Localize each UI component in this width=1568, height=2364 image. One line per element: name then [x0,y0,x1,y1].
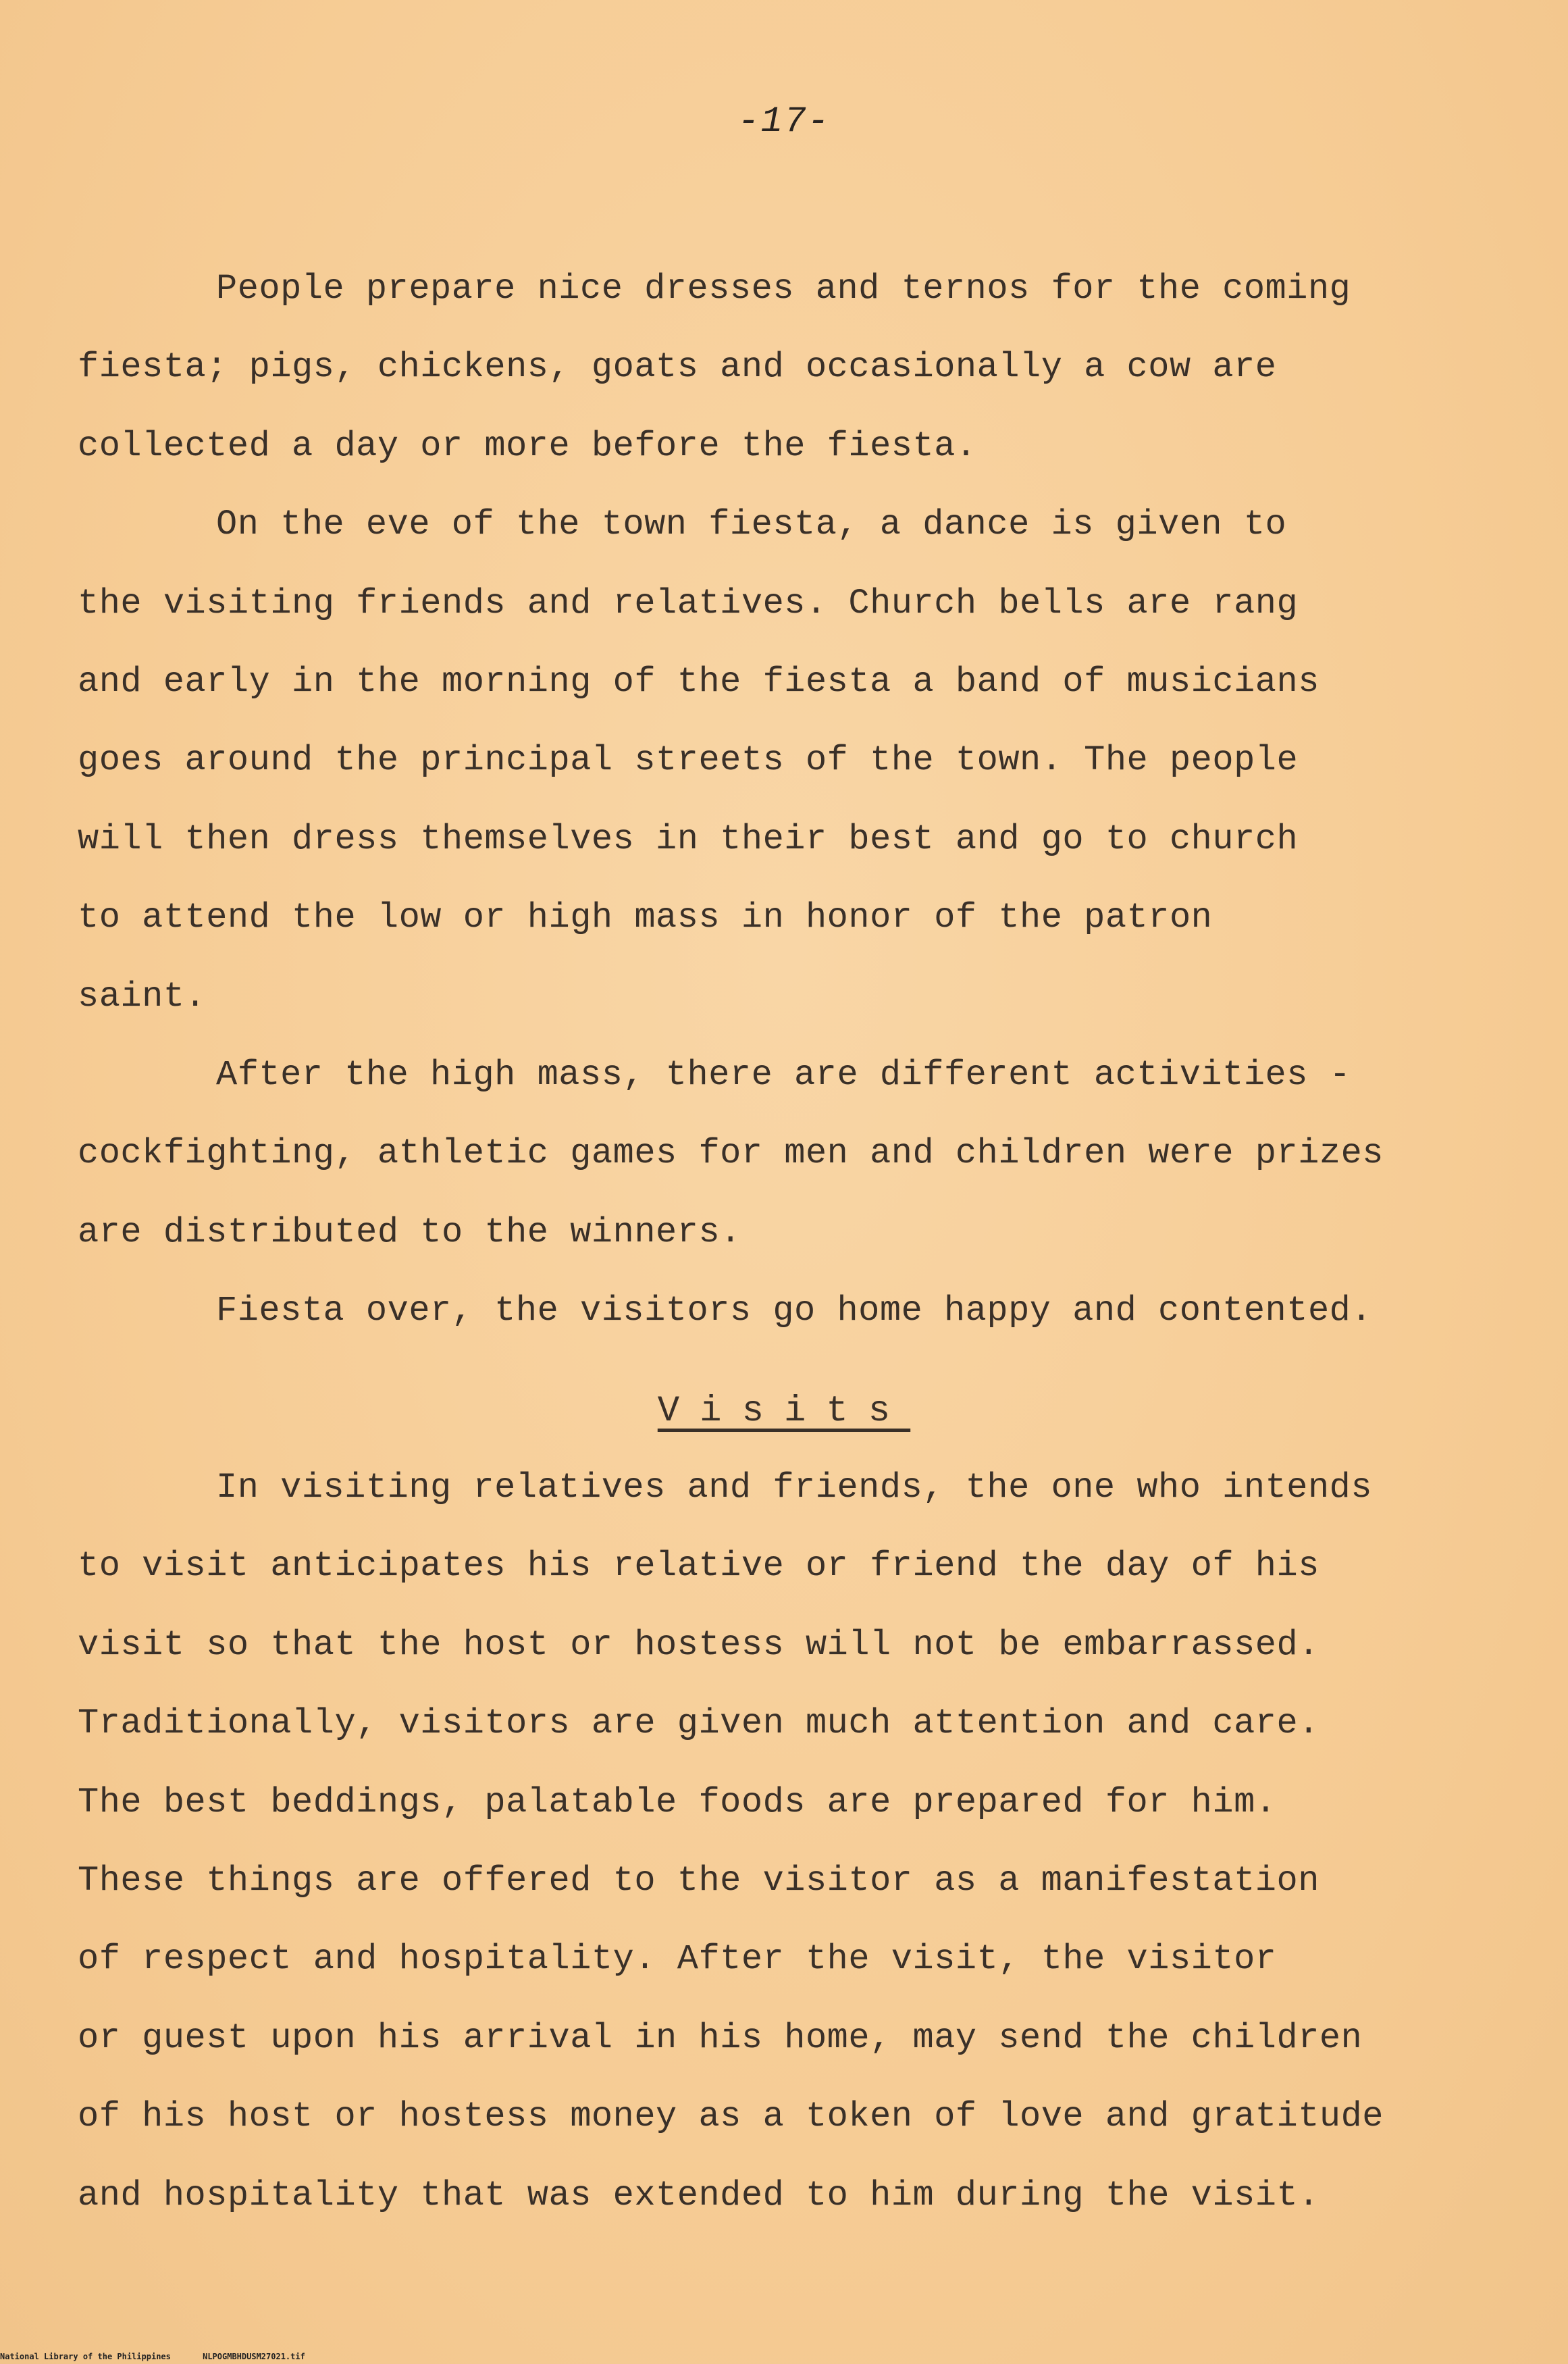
text-line: In visiting relatives and friends, the one who intends [216,1468,1373,1508]
text-line: to visit anticipates his relative or friend the day of his [78,1546,1319,1587]
text-line: Traditionally, visitors are given much attention and care. [78,1703,1319,1744]
text-line: On the eve of the town fiesta, a dance is given to [216,505,1287,545]
text-line: will then dress themselves in their best and go to church [78,819,1299,859]
page-number: -17- [737,101,831,143]
text-line: goes around the principal streets of the town. The people [78,740,1299,781]
body-text-section-2 [78,1449,1523,2235]
text-line: saint. [78,976,207,1017]
body-text-section-1 [78,250,1502,1350]
text-line: visit so that the host or hostess will not be embarrassed. [78,1624,1319,1665]
text-line: The best beddings, palatable foods are prepared for him. [78,1782,1277,1822]
text-line: or guest upon his arrival in his home, may send the children [78,2018,1363,2058]
text-line: are distributed to the winners. [78,1212,741,1252]
text-line: collected a day or more before the fiesta. [78,426,977,466]
footer-file-id: NLPOGMBHDUSM27021.tif [203,2352,305,2361]
text-line: and hospitality that was extended to him during the visit. [78,2175,1319,2215]
text-line: cockfighting, athletic games for men and children were prizes [78,1133,1384,1174]
scan-footer [0,2352,332,2361]
text-line: to attend the low or high mass in honor of the patron [78,898,1213,938]
text-line: People prepare nice dresses and ternos for the coming [216,269,1351,309]
text-line: of his host or hostess money as a token of love and gratitude [78,2097,1384,2137]
text-line: Fiesta over, the visitors go home happy and contented. [216,1291,1373,1331]
text-line: the visiting friends and relatives. Church bells are rang [78,583,1299,623]
text-line: fiesta; pigs, chickens, goats and occasionally a cow are [78,347,1277,388]
text-line: After the high mass, there are different activities - [216,1054,1351,1095]
text-line: These things are offered to the visitor as a manifestation [78,1860,1319,1901]
text-line: of respect and hospitality. After the visit, the visitor [78,1939,1277,1980]
footer-library-name: National Library of the Philippines [0,2352,171,2361]
text-line: and early in the morning of the fiesta a band of musicians [78,661,1319,702]
section-heading-visits: Visits [657,1391,911,1432]
